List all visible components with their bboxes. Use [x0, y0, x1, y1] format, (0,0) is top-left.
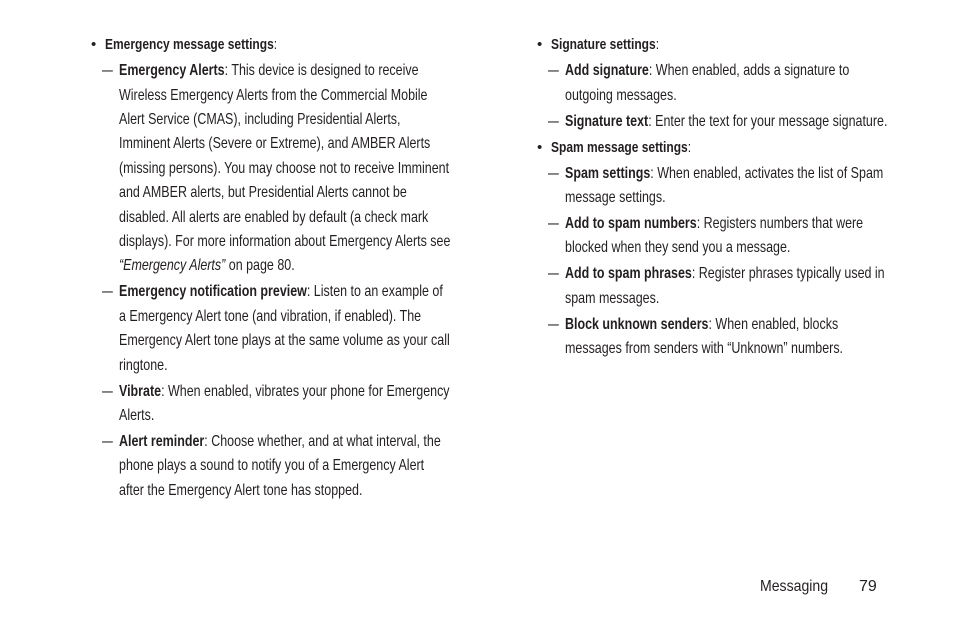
left-column: [90, 33, 452, 503]
dash-marker: –: [548, 215, 559, 232]
sub-item-text: : When enabled, vibrates your phone for Emergency Alerts.: [119, 382, 450, 424]
bullet-dot: •: [537, 138, 543, 156]
bullet-spam-message-settings: [536, 136, 898, 161]
sub-item-text: : When enabled, adds a signature to outgoing messages.: [565, 62, 850, 104]
sub-item-add-signature: [536, 59, 898, 108]
sub-item-text: : This device is designed to receive Wireless Emergency Alerts from the Commercial Mobile Alert Service (CMAS), including Presidential Alerts, Imminent Alerts (Severe or Extreme), and AMBER Alerts (missing persons). You may choose not to receive Imminent and AMBER alerts, but Presidential Alerts cannot be disabled. All alerts are enabled by default (a check mark displays). For more information about Emergency Alerts see: [119, 62, 451, 250]
dash-marker: –: [102, 382, 113, 400]
sub-item-text: : Registers numbers that were blocked when they send you a message.: [565, 215, 864, 257]
sub-item-emergency-alerts: [90, 59, 452, 279]
bullet-title: Signature settings: [551, 36, 656, 53]
sub-item-block-unknown-senders: [536, 313, 898, 362]
bullet-colon: :: [273, 36, 278, 53]
sub-item-alert-reminder: [90, 430, 452, 503]
sub-item-emergency-notification-preview: [90, 280, 452, 378]
sub-item-add-to-spam-numbers: [536, 212, 898, 261]
footer-page-number: 79: [859, 578, 877, 595]
sub-item-term: Vibrate: [119, 382, 162, 400]
sub-item-term: Add to spam phrases: [565, 265, 692, 283]
dash-marker: –: [548, 164, 559, 182]
dash-marker: –: [548, 265, 559, 283]
bullet-title: Spam message settings: [551, 138, 688, 156]
dash-marker: –: [102, 432, 113, 450]
sub-item-text: : Register phrases typically used in spam messages.: [565, 265, 885, 307]
bullet-title: Emergency message settings: [105, 36, 274, 53]
sub-item-text: : Listen to an example of a Emergency Alert tone (and vibration, if enabled). The Emergency Alert tone plays at the same volume as your call ringtone.: [119, 283, 450, 374]
sub-item-term: Spam settings: [565, 164, 651, 182]
dash-marker: –: [548, 315, 559, 333]
sub-item-term: Emergency Alerts: [119, 62, 225, 80]
sub-item-spam-settings: [536, 162, 898, 211]
cross-reference-link[interactable]: “Emergency Alerts”: [119, 257, 226, 275]
sub-item-text: : Choose whether, and at what interval, the phone plays a sound to notify you of a Emergency Alert after the Emergency Alert tone has stopped.: [119, 432, 441, 499]
dash-marker: –: [102, 62, 113, 80]
sub-item-term: Add signature: [565, 62, 649, 80]
sub-item-term: Emergency notification preview: [119, 283, 307, 301]
bullet-dot: •: [91, 36, 97, 53]
sub-item-term: Signature text: [565, 112, 649, 130]
sub-item-add-to-spam-phrases: [536, 262, 898, 311]
dash-marker: –: [102, 283, 113, 301]
sub-item-term: Block unknown senders: [565, 315, 709, 333]
sub-item-text: : When enabled, blocks messages from senders with “Unknown” numbers.: [565, 315, 844, 358]
sub-item-vibrate: [90, 380, 452, 429]
dash-marker: –: [548, 62, 559, 80]
dash-marker: –: [548, 112, 559, 130]
sub-item-term: Add to spam numbers: [565, 215, 697, 232]
bullet-colon: :: [687, 138, 692, 156]
sub-item-term: Alert reminder: [119, 432, 205, 450]
sub-item-text: : Enter the text for your message signature.: [648, 112, 888, 130]
sub-item-text-after: on page 80.: [225, 257, 295, 275]
bullet-colon: :: [655, 36, 660, 53]
bullet-emergency-message-settings: [90, 33, 452, 58]
sub-item-text: : When enabled, activates the list of Spam message settings.: [565, 164, 884, 206]
bullet-dot: •: [537, 36, 543, 53]
footer-section-name: Messaging: [760, 578, 829, 595]
sub-item-signature-text: [536, 110, 898, 134]
page-footer: [760, 578, 877, 596]
right-column: [536, 33, 898, 362]
bullet-signature-settings: [536, 33, 898, 58]
